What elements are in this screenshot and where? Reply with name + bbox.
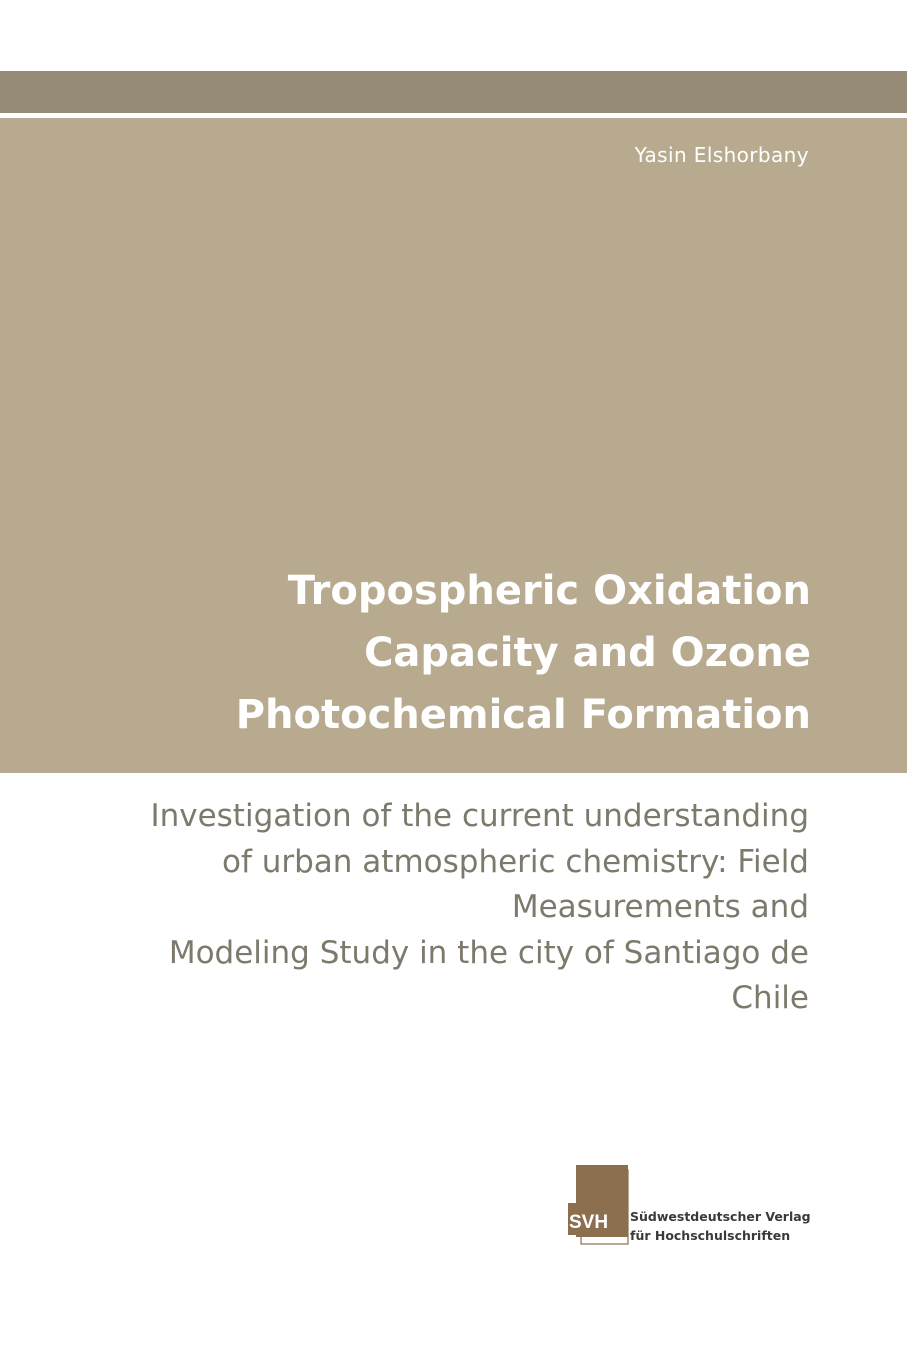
logo-text: SVH — [569, 1212, 609, 1233]
subtitle-line: of urban atmospheric chemistry: Field — [222, 843, 809, 880]
publisher-line: Südwestdeutscher Verlag — [630, 1209, 811, 1224]
subtitle-line: Measurements and — [511, 889, 809, 925]
publisher-line: für Hochschulschriften — [630, 1228, 791, 1243]
svh-logo-icon — [568, 1165, 630, 1247]
title-line: Tropospheric Oxidation — [287, 568, 811, 614]
title-line: Capacity and Ozone — [364, 630, 811, 676]
subtitle-line: Modeling Study in the city of Santiago de — [168, 934, 809, 971]
subtitle-line: Chile — [731, 980, 809, 1016]
book-title — [31, 560, 811, 746]
author-name: Yasin Elshorbany — [634, 143, 809, 167]
publisher-name — [630, 1207, 811, 1245]
subtitle-line: Investigation of the current understanding — [150, 798, 809, 834]
top-color-band — [0, 71, 907, 113]
title-line: Photochemical Formation — [235, 692, 811, 738]
book-subtitle — [9, 794, 809, 1022]
